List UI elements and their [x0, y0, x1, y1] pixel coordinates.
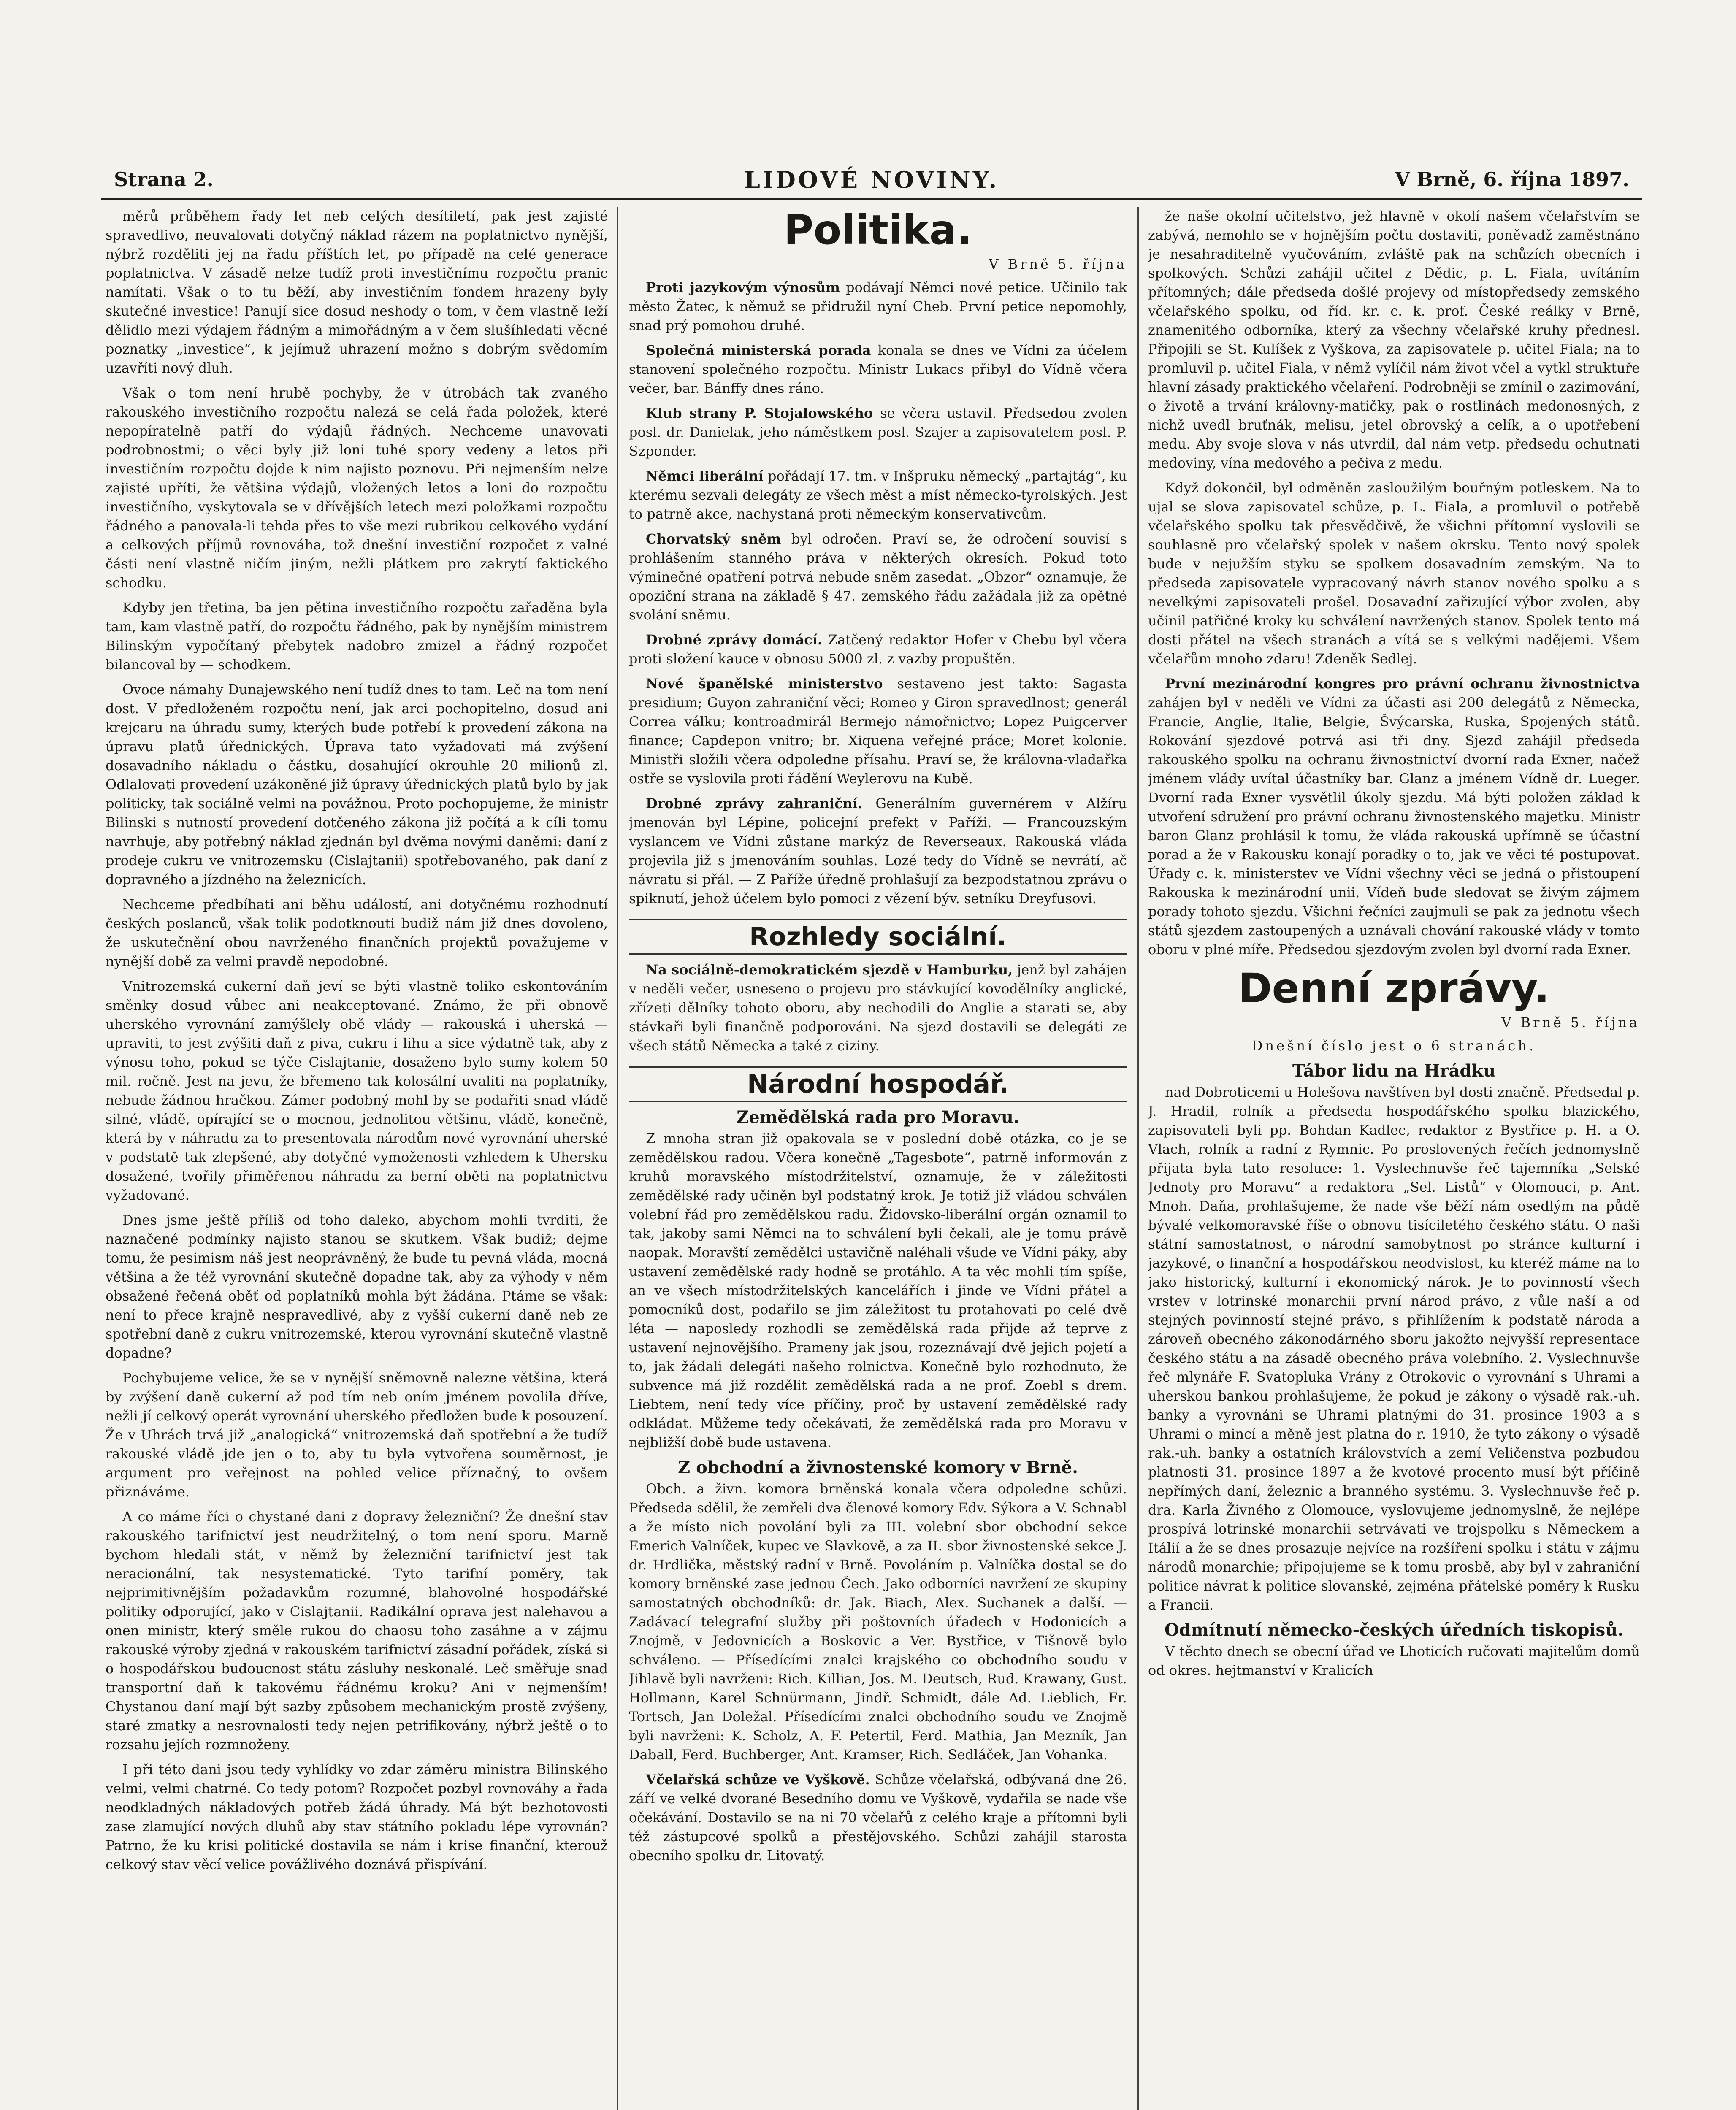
column-middle: [629, 207, 1127, 2110]
news-item: [1148, 674, 1640, 959]
article-paragraph: Kdyby jen třetina, ba jen pětina investičního rozpočtu zařaděna byla tam, kam vlastně patří, do rozpočtu řádného, pak by nynějším ministrem Bilinským vypočítaný přebytek nadobro zmizel a řádný rozpočet bilancoval by — schodkem.: [106, 600, 608, 673]
news-item: [629, 467, 1127, 524]
news-item: [629, 278, 1127, 335]
newspaper-page: [101, 160, 1642, 2110]
news-item-text: sestaveno jest takto: Sagasta presidium; Guyon zahraniční věci; Romeo y Giron spravedlnost; generál Correa válku; kontroadmirál Bermejo námořnictvo; Lopez Puigcerver finance; Capdepon vnitro; br. Xiquena veřejné práce; Moret kolonie. Ministři složili včera odpoledne přísahu. Praví se, že královna-vladařka ostře se vyslovila proti řádění Weylerovu na Kubě.: [629, 676, 1127, 787]
news-item-title: Drobné zprávy domácí.: [646, 632, 823, 648]
article-heading: Tábor lidu na Hrádku: [1292, 1061, 1496, 1081]
news-item: [629, 1770, 1127, 1865]
section-title-politika: Politika.: [783, 207, 972, 254]
news-item-title: Drobné zprávy zahraniční.: [646, 795, 863, 812]
page-count-notice: Dnešní číslo jest o 6 stranách.: [1251, 1038, 1536, 1054]
news-item-title: Němci liberální: [646, 468, 764, 484]
news-item: [629, 404, 1127, 461]
news-item-text: byl odročen. Praví se, že odročení souvisí s prohlášením stanného práva v některých okresích. Pokud toto výminečné opatření potrvá nebude sněm zasedat. „Obzor“ oznamuje, že opoziční strana na základě § 47. zemského řádu zažádala již za opětné svolání sněmu.: [629, 531, 1127, 623]
news-item: [629, 341, 1127, 398]
section-title-denni-zpravy: Denní zprávy.: [1238, 965, 1550, 1012]
news-item-text: konala se dnes ve Vídni za účelem stanovení společného rozpočtu. Ministr Lukacs přibyl do Vídně včera večer, bar. Bánffy dnes ráno.: [629, 342, 1127, 396]
article-paragraph: Však o tom není hrubě pochyby, že v útrobách tak zvaného rakouského investičního rozpočtu nalezá se celá řada položek, které nepopíratelně patří do výdajů řádných. Nechceme unavovati podrobnostmi; o věci byly již loni tuhé spory vedeny a letos při investičním rozpočtu dojde k nim najisto poznovu. Při nejmenším nelze zajisté upříti, že většina výdajů, vložených letos a loni do rozpočtu investičního, vyskytovala se v dřívějších letech mezi položkami rozpočtu řádného a panovala-li tehda přes to vše mezi rubrikou celkového vydání a celkových příjmů rovnováha, tož dnešní investiční rozpočet z valné části není vlastně ničím jiným, nežli plátkem pro zakrytí faktického schodku.: [106, 385, 608, 591]
news-item-title: Společná ministerská porada: [646, 342, 871, 358]
masthead: [101, 160, 1642, 200]
newspaper-title: LIDOVÉ NOVINY.: [744, 166, 999, 193]
news-item: [629, 530, 1127, 625]
article-heading: Odmítnutí německo-českých úředních tiskopisů.: [1164, 1620, 1624, 1640]
news-item-text: jenž byl zahájen v neděli večer, usneseno o projevu pro stávkující kovodělníky anglické, zřízeti dělníky tohoto oboru, aby nechodili do Anglie a starati se, aby stávkaři byli finančně podporováni. Na sjezd dostavili se delegáti ze všech států Německa a také z ciziny.: [629, 962, 1127, 1054]
news-item-text: Zatčený redaktor Hofer v Chebu byl včera proti složení kauce v obnosu 5000 zl. z vazby propuštěn.: [629, 632, 1127, 667]
article-paragraph: Z mnoha stran již opakovala se v poslední době otázka, co je se zemědělskou radou. Včera konečně „Tagesbote“, patrně informován z kruhů moravského místodržitelství, oznamuje, že v záležitosti zemědělské rady učiněn byl podstatný krok. Je totiž již vládou schválen volební řád pro zemědělskou radu. Židovsko-liberální orgán oznamil to tak, jakoby sami Němci na to schválení byli čekali, ale je tomu právě naopak. Moravští zemědělci ustavičně naléhali všude ve Vídni páky, aby ustavení zemědělské rady hodně se protáhlo. A ta věc mohli tím spíše, an ve všech místodržitelských kancelářích i jinde ve Vídni přátel a pomocníků dost, podařilo se jim záležitost tu protahovati po celé dvě léta — naposledy rozhodli se zemědělská rada přijde až teprve z ustavení nejnovějšího. Prameny jak jsou, rozeznávají dvě jejich pojetí a to, jak žádali delegáti našeho rolnictva. Konečně bylo rozhodnuto, že subvence má již rozdělit zemědělská rada a ne prof. Zoebl s drem. Liebtem, není tedy více příčiny, proč by ustavení zemědělské rady odkládat. Můžeme tedy očekávati, že zemědělská rada pro Moravu v nejbližší době bude ustavena.: [629, 1131, 1127, 1450]
news-item-title: Proti jazykovým výnosům: [646, 279, 840, 295]
section-dateline: V Brně 5. října: [989, 256, 1127, 272]
news-item-text: podávají Němci nové petice. Učinilo tak město Žatec, k němuž se přidružil nyní Cheb. První petice nepomohly, snad prý pomohou druhé.: [629, 279, 1127, 333]
article-heading: Zemědělská rada pro Moravu.: [737, 1107, 1019, 1127]
article-paragraph: Ovoce námahy Dunajewského není tudíž dnes to tam. Leč na tom není dost. V předloženém rozpočtu není, jak arci pochopitelno, dosud ani krejcaru na úhradu sumy, kterých bude potřebí k provedení zákona na úpravu platů úřednických. Úprava tato vyžadovati má zvýšení dosavadního nákladu o částku, dosahující okrouhle 20 milionů zl. Odlalovati provedení uzákoněné již úpravy úřednických platů bylo by jak politicky, tak sociálně velmi na povážnou. Proto pochopujeme, že ministr Bilinski s nutností provedení dotčeného zákona již počítá a k cíli tomu navrhuje, aby potřebný náklad zjednán byl dvěma novými daněmi: daní z prodeje cukru ve vnitrozemsku (Cislajtanii) spotřebovaného, pak daní z dopravného a jízdného na železnicích.: [106, 682, 608, 887]
news-item-title: Nové španělské ministerstvo: [646, 676, 883, 692]
page-number: Strana 2.: [114, 168, 214, 191]
article-paragraph: I při této dani jsou tedy vyhlídky vo zdar záměru ministra Bilinského velmi, velmi chatrné. Co tedy potom? Rozpočet pozbyl rovnováhy a řada neodkladných nákladových potřeb žádá úhrady. Má být bezhotovosti zase zlamující nových dluhů aby stav státního pokladu lépe vyrovnán? Patrno, že ku krisi politické dostavila se nám i krise finanční, kterouž celkový stav věcí velice povážlivého doznává přispívání.: [106, 1761, 608, 1872]
column-divider: [617, 207, 618, 2110]
news-item-title: Na sociálně-demokratickém sjezdě v Hamburku,: [646, 962, 1013, 978]
column-left: [106, 207, 608, 2110]
article-paragraph: V těchto dnech se obecní úřad ve Lhoticích ručovati majitelům domů od okres. hejtmanství v Kralicích: [1148, 1643, 1640, 1678]
news-item-text: pořádají 17. tm. v Inšpruku německý „partajtág“, ku kterému sezvali delegáty ze všech měst a míst německo-tyrolských. Jest to patrně akce, nachystaná proti německým konservativcům.: [629, 468, 1127, 522]
article-paragraph: A co máme říci o chystané dani z dopravy železniční? Že dnešní stav rakouského tarifnictví jest neudržitelný, o tom není sporu. Marně bychom hledali stát, v němž by železniční tarifnictví jest tak neracionální, tak nesystematické. Tyto tarifní poměry, tak nejprimitivnějším požadavkům rozumné, blahovolné hospodářské politiky odporující, jako v Cislajtanii. Radikální oprava jest nalehavou a onen ministr, který směle rukou do chaosu toho zasáhne a v zájmu rakouské výroby zjedná v rakouském tarifnictví zásadní pořádek, získá si o hospodářskou budoucnost státu zásluhy neskonalé. Leč směřuje snad transportní daň k takovému řádnému kroku? Ani v nejmenším! Chystanou daní mají být sazby způsobem mechanickým prostě zvýšeny, staré zmatky a nesrovnalosti tedy nejen petrifikovány, nýbrž ještě o to rozsahu jejích rozmnoženy.: [106, 1509, 608, 1753]
section-title-social: Rozhledy sociální.: [629, 919, 1127, 955]
news-item-title: Chorvatský sněm: [646, 531, 781, 547]
news-item-title: První mezinárodní kongres pro právní ochranu živnostnictva: [1165, 676, 1640, 692]
column-divider: [1137, 207, 1139, 2110]
news-item-text: Generálním guvernérem v Alžíru jmenován byl Lépine, policejní prefekt v Paříži. — Francouzským vyslancem ve Vídni zůstane markýz de Reverseaux. Rakouská vláda projevila již s jmenováním souhlas. Lozé tedy do Vídně se nevrátí, ač návratu si přál. — Z Paříže úředně prohlašují za bezpodstatnou zprávu o spiknutí, jehož účelem bylo pomoci z vězení býv. setníku Dreyfusovi.: [629, 795, 1127, 906]
article-paragraph: Pochybujeme velice, že se v nynější sněmovně nalezne většina, která by zvýšení daně cukerní až pod tím neb oním jménem povolila dříve, nežli jí celkový operát vyrovnání uherského předložen bude k posouzení. Že v Uhrách trvá již „analogická“ vnitrozemská daň spotřební a že tudíž rakouské vládě jde jen o to, aby tu byla vytvořena souměrnost, je argument pro veřejnost na pohled velice příznačný, to ovšem přiznáváme.: [106, 1370, 608, 1500]
column-right: [1148, 207, 1640, 2110]
article-paragraph: Dnes jsme ještě příliš od toho daleko, abychom mohli tvrditi, že naznačené podmínky najisto stanou se skutkem. Však budiž; dejme tomu, že pesimism náš jest neoprávněný, že bude tu pevná vláda, mocná většina a že též vyrovnání skutečně dopadne tak, aby za výhody v něm obsažené řečená oběť od poplatníků mohla být žádána. Ptáme se však: není to přece krajně nespravedlivé, aby z vyšší cukerní daně neb ze spotřební daně z cukru vnitrozemské, kterou vyrovnání skutečně vlastně dopadne?: [106, 1212, 608, 1361]
article-paragraph: Nechceme předbíhati ani běhu událostí, ani dotyčnému rozhodnutí českých poslanců, však tolik podotknouti budiž nám již dnes dovoleno, že uskutečnění obou navrženého finančních projektů považujeme v nynější době za velmi pravdě nepodobné.: [106, 896, 608, 969]
news-item-title: Klub strany P. Stojalowského: [646, 405, 873, 421]
news-item: [629, 630, 1127, 668]
news-item-title: Včelařská schůze ve Vyškově.: [646, 1772, 870, 1788]
section-title-economy: Národní hospodář.: [629, 1066, 1127, 1102]
section-dateline: V Brně 5. října: [1501, 1014, 1640, 1031]
article-paragraph: Obch. a živn. komora brněnská konala včera odpoledne schůzi. Předseda sdělil, že zemřeli dva členové komory Edv. Sýkora a V. Schnabl a že místo nich povolání byli za III. volební sbor obchodní sekce Emerich Valníček, kupec ve Slavkově, a za II. sbor živnostenské sekce J. dr. Hrdlička, městský radní v Brně. Povoláním p. Valníčka dostal se do komory brněnské zase jednou Čech. Jako odborníci navržení ze skupiny samostatných obchodníků: dr. Jak. Biach, Alex. Suchanek a další. — Zadávací telegrafní služby při poštovních úřadech v Hodonicích a Znojmě, v Jedovnicích a Boskovic a Ver. Bystřice, v Tišnově bylo schváleno. — Přísedícími znalci krajského co obchodního soudu v Jihlavě byli navrženi: Rich. Killian, Jos. M. Deutsch, Rud. Krawany, Gust. Hollmann, Karel Schnürmann, Jindř. Schmidt, dále Ad. Lieblich, Fr. Tortsch, Jan Doležal. Přísedícími znalci obchodního soudu ve Znojmě byli navrženi: K. Scholz, A. F. Petertil, Ferd. Mathia, Jan Mezník, Jan Daball, Ferd. Buchberger, Ant. Kramser, Rich. Sedláček, Jan Vohanka.: [629, 1481, 1127, 1763]
article-heading: Z obchodní a živnostenské komory v Brně.: [677, 1458, 1078, 1477]
news-item: [629, 674, 1127, 788]
article-paragraph: měrů průběhem řady let neb celých desítiletí, pak jest zajisté spravedlivo, neuvalovati dotyčný náklad rázem na poplatnictvo nynější, nýbrž rozděliti jej na řadu příštích let, po případě na celé generace poplatnictva. V zásadě nelze tudíž proti investičnímu rozpočtu pranic namítati. Však o to tu běží, aby investičním fondem hrazeny byly skutečné investice! Panují sice dosud neshody o tom, v čem vlastně leží dělidlo mezi výdajem řádným a mimořádným a v čem slušíhledati věcné poznatky „investice“, k jejímuž uhrazení možno s dobrým svědomím uzavříti nový dluh.: [106, 208, 608, 376]
news-item-text: Schůze včelařská, odbývaná dne 26. září ve velké dvorané Besedního domu ve Vyškově, vydařila se nade vše očekávání. Dostavilo se na ni 70 včelařů z celého kraje a přítomni byli též zástupcové spolků a přestějovského. Schůzi zahájil starosta obecního spolku dr. Litovatý.: [629, 1772, 1127, 1864]
news-item-text: zahájen byl v neděli ve Vídni za účasti asi 200 delegátů z Německa, Francie, Anglie, Italie, Belgie, Švýcarska, Ruska, Spojených států. Rokování sjezdové potrvá asi tři dny. Sjezd zahájil předseda rakouského spolku na ochranu živnostnictví dvorní rada Exner, načež jménem vlády uvítal účastníky bar. Glanz a jménem Vídně dr. Lueger. Dvorní rada Exner vysvětlil úkoly sjezdu. Má býti položen základ k utvoření sdružení pro právní ochranu živnostenského majetku. Ministr baron Glanz prohlásil k tomu, že vláda rakouská upřímně se účastní porad a že v Rakousku konají poradky o to, jak ve věci té postupovat. Úřady c. k. ministerstev ve Vídni všechny věci se jedná o přistoupení Rakouska k mezinárodní unii. Vídeň bude sledovat se živým zájmem porady tohoto sjezdu. Všichni řečníci zaujmuli se pak za jednotu všech států sjezdem zastoupených a uznávali chování rakouské vlády v tomto oboru v plné míře. Předsedou sjezdovým zvolen byl dvorní rada Exner.: [1148, 695, 1640, 958]
news-item-text: se včera ustavil. Předsedou zvolen posl. dr. Danielak, jeho náměstkem posl. Szajer a zapisovatelem posl. P. Szponder.: [629, 405, 1127, 459]
article-paragraph: Když dokončil, byl odměněn zasloužilým bouřným potleskem. Na to ujal se slova zapisovatel schůze, p. L. Fiala, a promluvil o potřebě včelařského spolku tak přesvědčivě, že všichni přítomní vyslovili se souhlasně pro včelařský spolek v našem okrsku. Tento nový spolek bude v nejužším styku se spolkem dosavadním zemským. Na to předseda zapisovatele vypracovaný návrh stanov nového spolku a s nevelkými zapisovateli prošel. Dosavadní zařizující výbor zvolen, aby učinil patřičné kroky ku schválení navržených stanov. Spolek tento má dosti přátel na všech stranách a vítá se s velkými nadějemi. Všem včelařům mnoho zdaru! Zdeněk Sedlej.: [1148, 480, 1640, 667]
news-item: [629, 794, 1127, 908]
article-paragraph: Vnitrozemská cukerní daň jeví se býti vlastně toliko eskontováním směnky dosud vůbec ani neakceptované. Známo, že při obnově uherského vyrovnání zamýšlely obě vlády — rakouská i uherská — upraviti, to jest zvýšiti daň z piva, cukru i lihu a sice výdatně tak, aby z výnosu toho, pokud se týče Cislajtanie, dosaženo bylo sumy kolem 50 mil. ročně. Jest na jevu, že břemeno tak kolosální uvaliti na poplatníky, nebude žádnou hračkou. Zámer podobný mohl by se podařiti snad vládě silné, vládě, opírající se o mocnou, jednolitou většinu, vládě, konečně, která by v náhradu za to presentovala národům nové vyrovnání uherské v podstatě tak zlepšené, aby dotyčné vymoženosti vzhledem k Uhersku dosažené, tvořily přiměřenou náhradu za berní oběti na poplatnictvu vyžadované.: [106, 978, 608, 1203]
news-item: [629, 960, 1127, 1055]
article-paragraph: nad Dobroticemi u Holešova navštíven byl dosti značně. Předsedal p. J. Hradil, rolník a předseda hospodářského spolku blazického, zapisovateli byli pp. Bohdan Kadlec, redaktor z Bystřice p. H. a O. Vlach, rolník a radní z Rymnic. Po proslovených řečích jednomyslně přijata byla tato resoluce: 1. Vyslechnuvše řeč tajemníka „Selské Jednoty pro Moravu“ a redaktora „Sel. Listů“ v Olomouci, p. Ant. Mnoh. Daňa, prohlašujeme, že nade vše běží nám osedlým na půdě bývalé velkomoravské říše o obnovu tisíciletého českého státu. O naši státní samostatnost, o národní samobytnost po stránce kulturní i jazykové, o finanční a hospodářskou neodvislost, ku kteréž máme na to jako historický, kulturní i ekonomický nárok. Je to povinností všech vrstev v lotrinské monarchii první národ právo, z vůle naší a od stejných povinností stejné právo, s přihlížením k podstatě národa a zároveň obecného zákonodárného sboru jakožto nejvyšší representace českého státu a na zásadě obecného práva volebního. 2. Vyslechnuvše řeč mlynáře F. Svatopluka Vrány z Otrokovic o vyrovnání s Uhrami a uherskou bankou prohlašujeme, že pokud je zákony o výsadě rak.-uh. banky a vyrovnáni se Uhrami platnými do 31. prosince 1903 a s Uhrami o mincí a měně jest platna do r. 1910, že tyto zákony o výsadě rak.-uh. banky a ostatních královstvích a zemí Veličenstva pozbudou platnosti 31. prosince 1897 a že kvotové procento musí být příčině nepřímých daní, železnic a branného systému. 3. Vyslechnuvše řeč p. dra. Karla Živného z Olomouce, vyslovujeme jednomyslně, že nejlépe prospívá lotrinské monarchii setrvávati ve trojspolku s Německem a Itálií a že se dnes prosazuje nejvíce na rozšíření spolku i státu v zájmu národů monarchie; připojujeme se k tomu prosbě, aby byl v zahraniční politice návrat k politice slovanské, zejména přátelské poměry k Rusku a Francii.: [1148, 1084, 1640, 1613]
issue-dateline: V Brně, 6. října 1897.: [1395, 168, 1629, 191]
article-paragraph: že naše okolní učitelstvo, jež hlavně v okolí našem včelařstvím se zabývá, nemohlo se v hojnějším počtu dostaviti, poněvadž zaměstnáno je nesahraditelně vyučováním, zvláště pak na schůzích obecních i spolkových. Schůzi zahájil učitel z Dědic, p. L. Fiala, uvítáním přítomných; dále předseda došlé projevy od místopředsedy zemského včelařského spolku, od říd. kr. c. k. prof. České reálky v Brně, znamenitého odborníka, který za všechny včelařské kruhy přednesl. Připojili se St. Kulíšek z Vyškova, za zapisovatele p. učitel Fiala; na to promluvil p. učitel Fiala, v němž vylíčil nám život včel a vytkl struktuře hlavní zásady praktického včelaření. Podrobněji se zmínil o zazimování, o životě a trvání královny-matičky, pak o rostlinách medonosných, z nichž uvedl bruťnák, melisu, jetel obrovský a celík, a o upotřebení medu. Aby svoje slova v nás utvrdil, dal nám vetp. předsedu ochutnati medoviny, vína medového a pečiva z medu.: [1148, 208, 1640, 471]
